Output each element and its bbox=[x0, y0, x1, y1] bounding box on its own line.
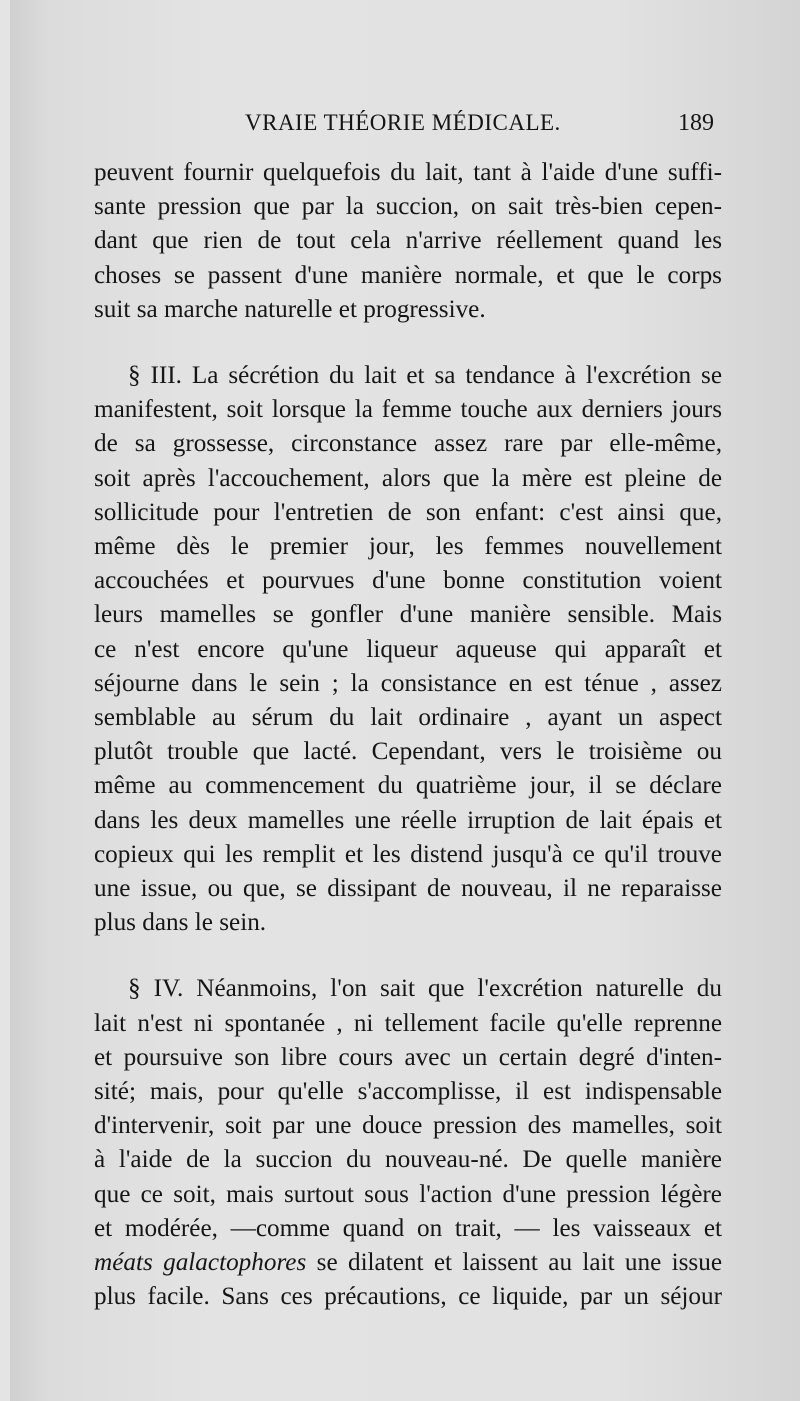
text-line: soit après l'accouchement, alors que la mère est pleine de bbox=[94, 464, 722, 492]
text-line: sollicitude pour l'entretien de son enfant: c'est ainsi que, bbox=[94, 498, 722, 526]
text-line: que ce soit, mais surtout sous l'action d'une pression légère bbox=[94, 1180, 722, 1208]
text-line: séjourne dans le sein ; la consistance en est ténue , assez bbox=[94, 669, 722, 697]
paragraph-section-3 bbox=[94, 359, 722, 940]
text-line: de sa grossesse, circonstance assez rare par elle-même, bbox=[94, 430, 722, 458]
text-line: plus dans le sein. bbox=[94, 909, 267, 937]
text-line: suit sa marche naturelle et progressive. bbox=[94, 295, 486, 323]
paragraph-1 bbox=[94, 156, 722, 327]
text-line: manifestent, soit lorsque la femme touche aux derniers jours bbox=[94, 396, 722, 424]
text-line: même dès le premier jour, les femmes nouvellement bbox=[94, 533, 722, 561]
text-line: et poursuive son libre cours avec un certain degré d'inten- bbox=[94, 1043, 722, 1071]
text-line: semblable au sérum du lait ordinaire , ayant un aspect bbox=[94, 704, 722, 732]
text-line-italic-term bbox=[94, 1246, 722, 1280]
text-line: accouchées et pourvues d'une bonne constitution voient bbox=[94, 567, 722, 595]
running-head-title: VRAIE THÉORIE MÉDICALE. bbox=[245, 110, 561, 135]
text-line: à l'aide de la succion du nouveau-né. De quelle manière bbox=[94, 1146, 722, 1174]
text-line: d'intervenir, soit par une douce pression des mamelles, soit bbox=[94, 1112, 722, 1140]
italic-term: méats galactophores bbox=[94, 1249, 307, 1277]
text-line: peuvent fournir quelquefois du lait, tant à l'aide d'une suffi- bbox=[94, 159, 722, 186]
text-line: plus facile. Sans ces précautions, ce liquide, par un séjour bbox=[94, 1283, 722, 1311]
text-line: une issue, ou que, se dissipant de nouveau, il ne reparaisse bbox=[94, 875, 722, 903]
text-line: § III. La sécrétion du lait et sa tendance à l'excrétion se bbox=[128, 362, 722, 390]
book-page bbox=[10, 0, 800, 1401]
paragraph-section-4 bbox=[94, 972, 722, 1314]
text-line: sité; mais, pour qu'elle s'accomplisse, il est indispensable bbox=[94, 1078, 722, 1106]
page-number: 189 bbox=[678, 110, 714, 136]
text-fragment: se dilatent et laissent au lait une issue bbox=[306, 1249, 722, 1277]
body-text bbox=[94, 156, 722, 1315]
text-line: leurs mamelles se gonfler d'une manière sensible. Mais bbox=[94, 601, 722, 629]
text-line: dans les deux mamelles une réelle irruption de lait épais et bbox=[94, 806, 722, 834]
text-line: plutôt trouble que lacté. Cependant, vers le troisième ou bbox=[94, 738, 722, 766]
text-line: lait n'est ni spontanée , ni tellement facile qu'elle reprenne bbox=[94, 1009, 722, 1037]
text-line: copieux qui les remplit et les distend jusqu'à ce qu'il trouve bbox=[94, 840, 722, 868]
text-line: et modérée, —comme quand on trait, — les vaisseaux et bbox=[94, 1214, 722, 1242]
text-line: choses se passent d'une manière normale, et que le corps bbox=[94, 261, 722, 289]
text-line: dant que rien de tout cela n'arrive réellement quand les bbox=[94, 227, 722, 255]
text-line: sante pression que par la succion, on sait très-bien cepen- bbox=[94, 193, 722, 221]
text-line: même au commencement du quatrième jour, il se déclare bbox=[94, 772, 722, 800]
running-head bbox=[10, 110, 800, 150]
text-line: § IV. Néanmoins, l'on sait que l'excrétion naturelle du bbox=[128, 975, 722, 1003]
text-line: ce n'est encore qu'une liqueur aqueuse qui apparaît et bbox=[94, 635, 722, 663]
